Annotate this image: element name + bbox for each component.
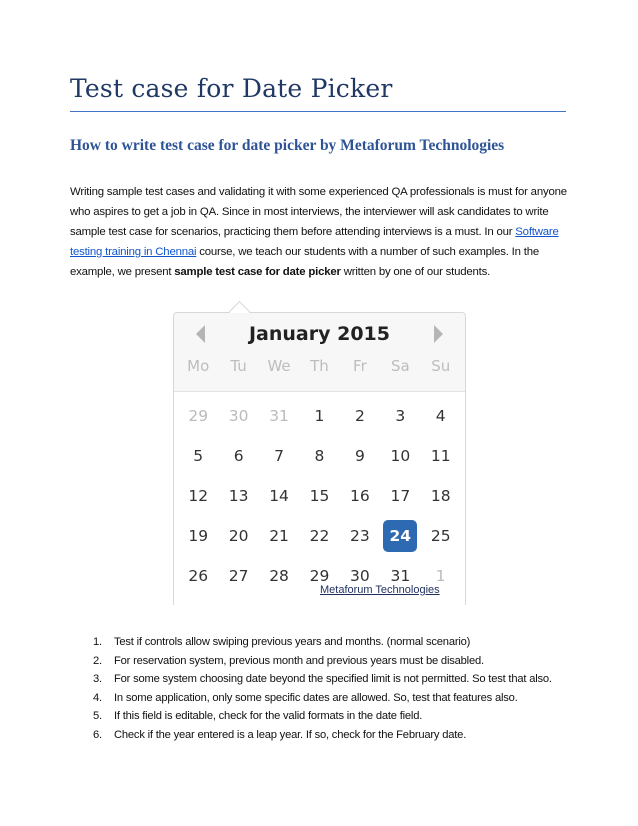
test-case-number: 1. xyxy=(93,636,102,648)
calendar-day xyxy=(380,403,420,430)
calendar-day xyxy=(340,523,380,550)
day-label: 23 xyxy=(350,527,370,545)
calendar-day xyxy=(218,523,258,550)
calendar-month-label: January 2015 xyxy=(248,323,390,345)
day-label: 30 xyxy=(228,407,249,425)
calendar-week-row xyxy=(178,403,461,443)
day-label: 19 xyxy=(188,527,209,545)
calendar-day xyxy=(299,523,339,550)
calendar-day xyxy=(178,483,218,510)
page-subtitle: How to write test case for date picker by Metaforum Technologies xyxy=(70,137,505,154)
calendar-day xyxy=(259,443,299,470)
calendar-day xyxy=(421,443,461,470)
calendar-day-outside-month xyxy=(178,403,218,430)
calendar-day xyxy=(340,443,380,470)
intro-bold-text: sample test case for date picker xyxy=(174,266,341,278)
intro-text-1: Writing sample test cases and validating it with some experienced QA professionals is must for anyone who aspires to get a job in QA. Since in most interviews, the interviewer will ask candidates to write sample test case for scenarios, practicing them before attending interviews is a must. In our xyxy=(70,186,567,238)
day-label: 27 xyxy=(228,567,249,585)
test-case-item xyxy=(93,726,563,745)
intro-text-2: course, we teach our students with a number of such examples. In the example, we present xyxy=(70,246,539,278)
calendar-day xyxy=(299,443,339,470)
weekday-label: We xyxy=(267,357,291,375)
test-case-item xyxy=(93,707,563,726)
day-label: 18 xyxy=(430,487,451,505)
calendar-day xyxy=(380,443,420,470)
day-label: 7 xyxy=(274,447,284,465)
calendar-day xyxy=(218,483,258,510)
test-case-list xyxy=(93,633,563,744)
calendar-day xyxy=(299,403,339,430)
test-case-item xyxy=(93,689,563,708)
test-case-text: In some application, only some specific dates are allowed. So, test that features also. xyxy=(114,691,518,704)
day-label: 10 xyxy=(390,447,411,465)
weekday-label: Tu xyxy=(230,357,247,375)
day-label: 6 xyxy=(233,447,244,465)
calendar-day xyxy=(218,563,258,590)
day-label: 3 xyxy=(395,407,406,425)
calendar-day xyxy=(259,523,299,550)
calendar-day xyxy=(259,563,299,590)
test-case-number: 4. xyxy=(93,691,102,704)
calendar-day xyxy=(259,483,299,510)
day-label: 5 xyxy=(193,447,204,465)
day-label: 2 xyxy=(354,407,365,425)
weekday-label: Su xyxy=(431,357,451,375)
test-case-text: If this field is editable, check for the valid formats in the date field. xyxy=(114,710,423,722)
day-label: 14 xyxy=(269,487,289,505)
day-label: 1 xyxy=(314,407,325,425)
calendar-week-row xyxy=(178,483,461,523)
day-label: 22 xyxy=(309,527,330,545)
day-label: 13 xyxy=(228,487,249,505)
test-case-text: For reservation system, previous month and previous years must be disabled. xyxy=(114,654,484,667)
day-label: 31 xyxy=(390,567,411,585)
calendar-day xyxy=(380,483,420,510)
day-label: 30 xyxy=(350,567,370,585)
day-label: 29 xyxy=(188,407,209,425)
calendar-day-selected xyxy=(380,523,420,550)
calendar-day xyxy=(340,483,380,510)
day-label: 4 xyxy=(435,407,446,425)
weekday-label: Sa xyxy=(390,357,410,375)
calendar-day xyxy=(421,483,461,510)
calendar-day xyxy=(178,443,218,470)
day-label: 12 xyxy=(188,487,209,505)
day-label: 17 xyxy=(390,487,411,505)
test-case-item xyxy=(93,633,563,652)
test-case-item xyxy=(93,652,563,671)
calendar-day-outside-month xyxy=(218,403,258,430)
calendar-header xyxy=(174,313,465,392)
day-label: 26 xyxy=(188,567,209,585)
calendar-week-row xyxy=(178,563,461,603)
calendar-weekday-row xyxy=(178,357,461,375)
test-case-number: 6. xyxy=(93,728,102,741)
weekday-label: Mo xyxy=(187,357,210,375)
day-label: 21 xyxy=(269,527,289,545)
day-label: 9 xyxy=(354,447,365,465)
title-divider xyxy=(70,111,566,112)
calendar-day xyxy=(178,523,218,550)
intro-paragraph xyxy=(70,182,568,282)
day-label: 28 xyxy=(269,567,289,585)
calendar-day xyxy=(340,403,380,430)
day-label: 8 xyxy=(314,447,325,465)
date-picker-image xyxy=(173,312,466,605)
calendar-day-grid xyxy=(178,403,461,603)
test-case-text: Test if controls allow swiping previous years and months. (normal scenario) xyxy=(114,636,471,648)
day-label: 11 xyxy=(430,447,451,465)
calendar-week-row xyxy=(178,443,461,483)
calendar-week-row xyxy=(178,523,461,563)
day-label: 25 xyxy=(430,527,451,545)
day-label: 1 xyxy=(435,567,446,585)
weekday-label: Fr xyxy=(353,357,367,375)
weekday-label: Th xyxy=(310,357,329,375)
calendar-watermark: Metaforum Technologies xyxy=(320,584,440,596)
selected-day-label: 24 xyxy=(383,520,417,552)
test-case-number: 5. xyxy=(93,710,102,722)
calendar-day-outside-month xyxy=(259,403,299,430)
calendar-day xyxy=(421,403,461,430)
calendar-day xyxy=(178,563,218,590)
chevron-right-icon xyxy=(434,325,443,343)
day-label: 29 xyxy=(309,567,330,585)
test-case-text: For some system choosing date beyond the specified limit is not permitted. So test that also. xyxy=(114,673,552,685)
day-label: 20 xyxy=(228,527,249,545)
page-title: Test case for Date Picker xyxy=(70,74,393,103)
calendar-day xyxy=(421,523,461,550)
test-case-item xyxy=(93,670,563,689)
test-case-text: Check if the year entered is a leap year. If so, check for the February date. xyxy=(114,728,467,741)
day-label: 15 xyxy=(309,487,330,505)
day-label: 16 xyxy=(350,487,370,505)
calendar-day xyxy=(299,483,339,510)
test-case-number: 3. xyxy=(93,673,102,685)
calendar-day xyxy=(218,443,258,470)
day-label: 31 xyxy=(269,407,289,425)
intro-text-3: written by one of our students. xyxy=(340,266,491,278)
test-case-number: 2. xyxy=(93,654,102,667)
software-testing-link[interactable]: Software testing training in Chennai xyxy=(70,226,559,258)
